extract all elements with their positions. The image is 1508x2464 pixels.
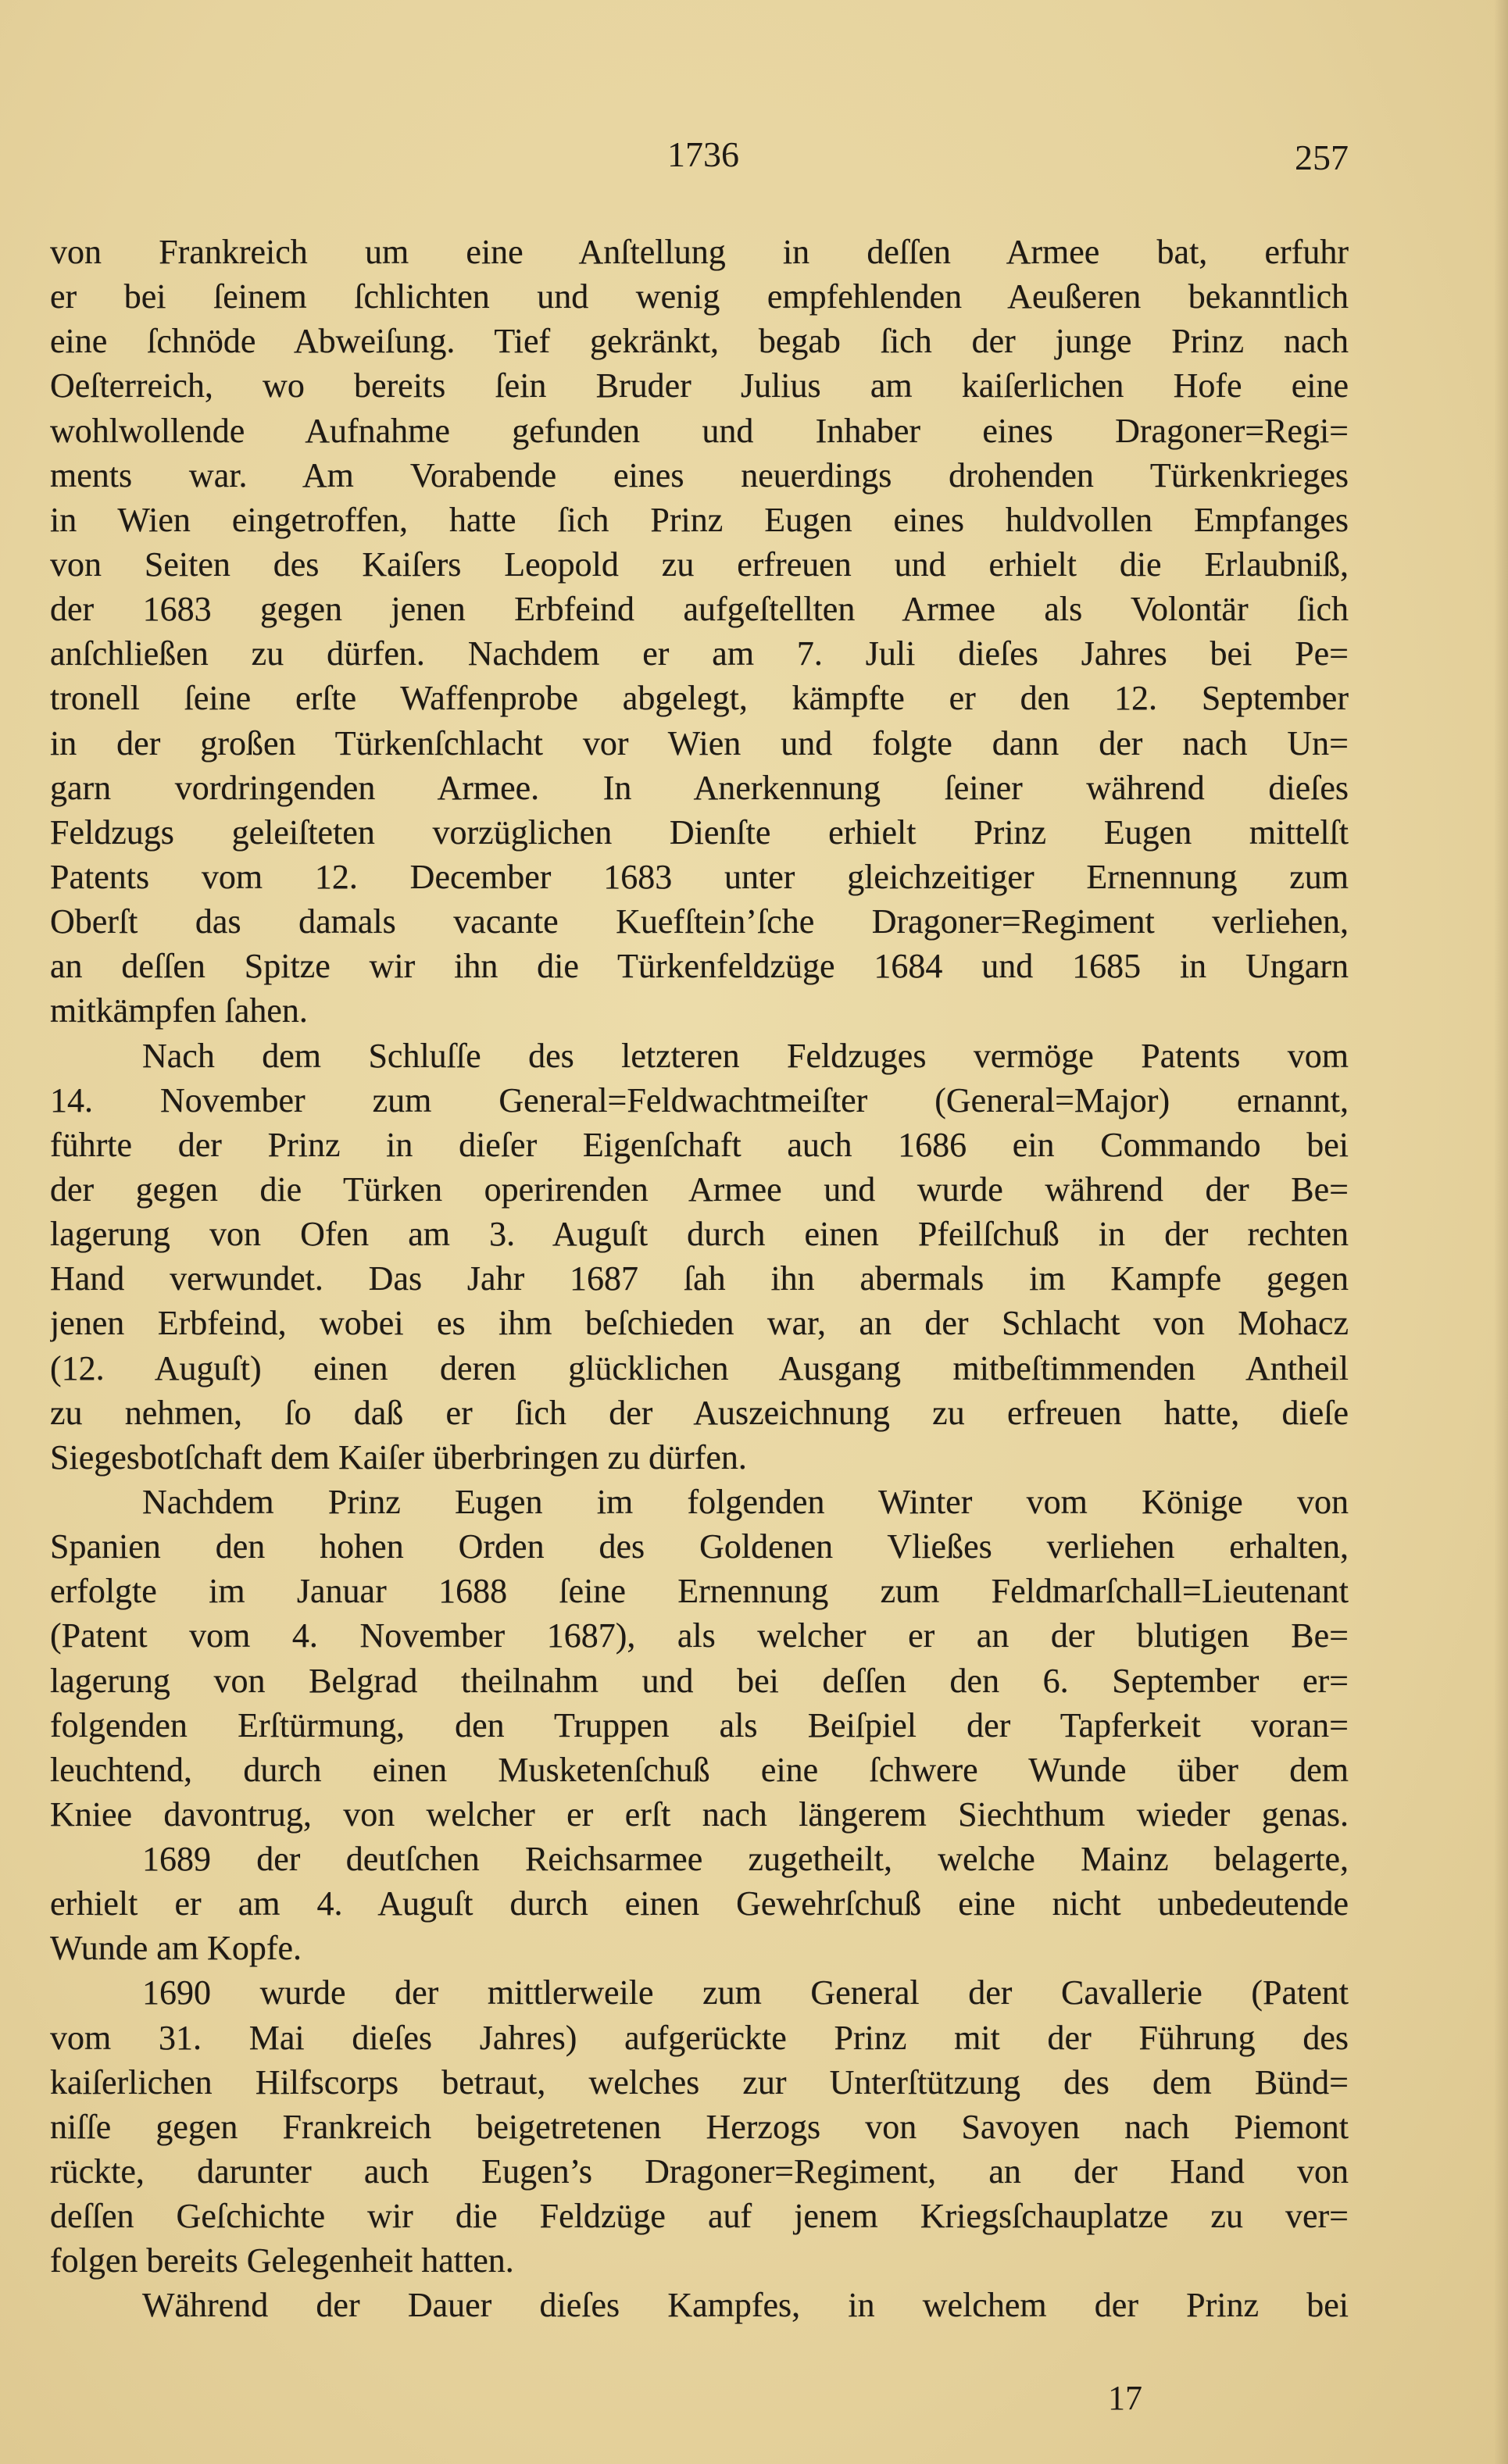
text-line: von Frankreich um eine Anſtellung in deſſen Armee bat, erfuhr: [50, 233, 1349, 271]
text-line: (12. Auguſt) einen deren glücklichen Ausgang mitbeſtimmenden Antheil: [50, 1348, 1349, 1387]
body-text: [50, 230, 1349, 2328]
text-line: wohlwollende Aufnahme gefunden und Inhaber eines Dragoner=Regi=: [50, 411, 1349, 450]
text-line: Oeſterreich, wo bereits ſein Bruder Julius am kaiſerlichen Hofe eine: [50, 366, 1349, 405]
text-line: leuchtend, durch einen Musketenſchuß eine ſchwere Wunde über dem: [50, 1750, 1349, 1789]
text-line: er bei ſeinem ſchlichten und wenig empfehlenden Aeußeren bekanntlich: [50, 277, 1349, 316]
text-line: lagerung von Ofen am 3. Auguſt durch einen Pfeilſchuß in der rechten: [50, 1215, 1349, 1254]
text-line: in der großen Türkenſchlacht vor Wien und folgte dann der nach Un=: [50, 723, 1349, 762]
text-line: Wunde am Kopfe.: [50, 1929, 302, 1968]
text-line: der 1683 gegen jenen Erbfeind aufgeſtellten Armee als Volontär ſich: [50, 590, 1349, 629]
running-head-year: 1736: [667, 134, 739, 174]
text-line: kaiſerlichen Hilfscorps betraut, welches zur Unterſtützung des dem Bünd=: [50, 2062, 1349, 2102]
paragraph-start-line: 1689 der deutſchen Reichsarmee zugetheilt, welche Mainz belagerte,: [142, 1840, 1349, 1879]
text-line: folgen bereits Gelegenheit hatten.: [50, 2241, 514, 2280]
text-line: an deſſen Spitze wir ihn die Türkenfeldzüge 1684 und 1685 in Ungarn: [50, 947, 1349, 986]
text-line: lagerung von Belgrad theilnahm und bei deſſen den 6. September er=: [50, 1661, 1349, 1700]
text-line: Siegesbotſchaft dem Kaiſer überbringen zu dürfen.: [50, 1437, 747, 1477]
paragraph-start-line: Nachdem Prinz Eugen im folgenden Winter vom Könige von: [142, 1482, 1349, 1521]
text-line: vom 31. Mai dieſes Jahres) aufgerückte Prinz mit der Führung des: [50, 2018, 1349, 2057]
text-line: Spanien den hohen Orden des Goldenen Vließes verliehen erhalten,: [50, 1527, 1349, 1566]
text-line: anſchließen zu dürfen. Nachdem er am 7. Juli dieſes Jahres bei Pe=: [50, 634, 1349, 673]
signature-mark: 17: [1108, 2379, 1142, 2417]
text-line: führte der Prinz in dieſer Eigenſchaft auch 1686 ein Commando bei: [50, 1125, 1349, 1164]
paragraph-start-line: 1690 wurde der mittlerweile zum General der Cavallerie (Patent: [142, 1973, 1349, 2012]
paragraph-start-line: Nach dem Schluſſe des letzteren Feldzuges vermöge Patents vom: [142, 1036, 1349, 1075]
page-number: 257: [1295, 137, 1349, 177]
text-line: der gegen die Türken operirenden Armee und wurde während der Be=: [50, 1170, 1349, 1209]
text-line: Oberſt das damals vacante Kuefſtein’ſche Dragoner=Regiment verliehen,: [50, 902, 1349, 941]
text-line: garn vordringenden Armee. In Anerkennung ſeiner während dieſes: [50, 768, 1349, 807]
text-line: erhielt er am 4. Auguſt durch einen Gewehrſchuß eine nicht unbedeutende: [50, 1884, 1349, 1923]
text-line: Hand verwundet. Das Jahr 1687 ſah ihn abermals im Kampfe gegen: [50, 1259, 1349, 1298]
text-line: ments war. Am Vorabende eines neuerdings drohenden Türkenkrieges: [50, 455, 1349, 495]
text-line: tronell ſeine erſte Waffenprobe abgelegt, kämpfte er den 12. September: [50, 679, 1349, 718]
text-line: 14. November zum General=Feldwachtmeiſter (General=Major) ernannt,: [50, 1080, 1349, 1120]
text-line: in Wien eingetroffen, hatte ſich Prinz Eugen eines huldvollen Empfanges: [50, 500, 1349, 539]
text-line: rückte, darunter auch Eugen’s Dragoner=Regiment, an der Hand von: [50, 2152, 1349, 2191]
text-line: (Patent vom 4. November 1687), als welcher er an der blutigen Be=: [50, 1616, 1349, 1655]
text-line: folgenden Erſtürmung, den Truppen als Beiſpiel der Tapferkeit voran=: [50, 1705, 1349, 1744]
text-line: eine ſchnöde Abweiſung. Tief gekränkt, begab ſich der junge Prinz nach: [50, 322, 1349, 361]
text-line: Patents vom 12. December 1683 unter gleichzeitiger Ernennung zum: [50, 857, 1349, 896]
text-line: mitkämpfen ſahen.: [50, 991, 308, 1030]
page-edge-shadow: [1494, 0, 1508, 2464]
text-line: Feldzugs geleiſteten vorzüglichen Dienſte erhielt Prinz Eugen mittelſt: [50, 812, 1349, 852]
text-line: Kniee davontrug, von welcher er erſt nach längerem Siechthum wieder genas.: [50, 1794, 1349, 1834]
text-line: erfolgte im Januar 1688 ſeine Ernennung zum Feldmarſchall=Lieutenant: [50, 1572, 1349, 1611]
text-line: niſſe gegen Frankreich beigetretenen Herzogs von Savoyen nach Piemont: [50, 2107, 1349, 2146]
text-line: jenen Erbfeind, wobei es ihm beſchieden war, an der Schlacht von Mohacz: [50, 1304, 1349, 1343]
text-line: deſſen Geſchichte wir die Feldzüge auf jenem Kriegsſchauplatze zu ver=: [50, 2197, 1349, 2236]
text-line: von Seiten des Kaiſers Leopold zu erfreuen und erhielt die Erlaubniß,: [50, 545, 1349, 584]
paragraph-start-line: Während der Dauer dieſes Kampfes, in welchem der Prinz bei: [142, 2286, 1349, 2325]
text-line: zu nehmen, ſo daß er ſich der Auszeichnung zu erfreuen hatte, dieſe: [50, 1393, 1349, 1432]
